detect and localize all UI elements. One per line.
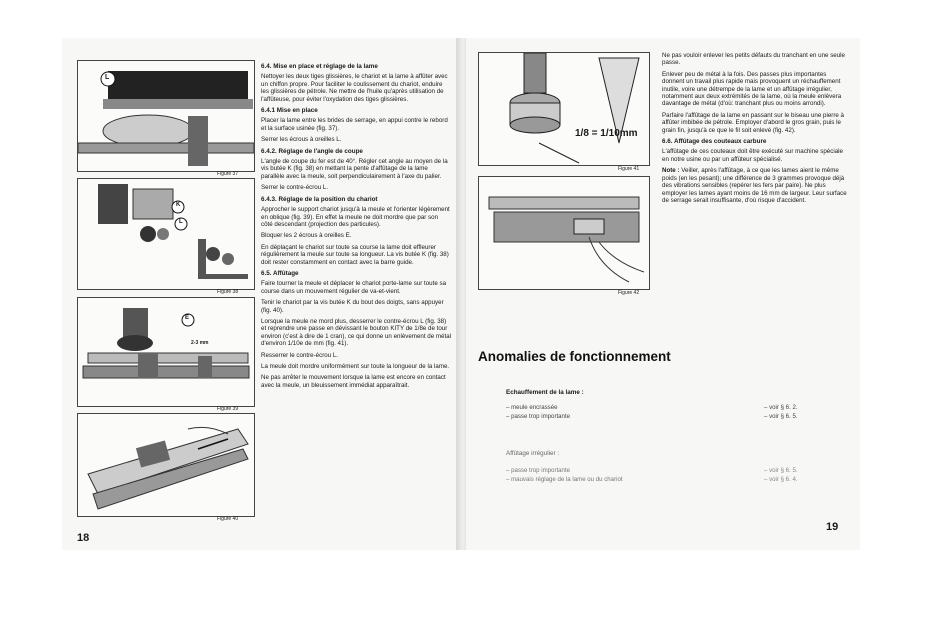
intro-paragraph-3: Parfaire l'affûtage de la lame en passant sur le biseau une pierre à affûter imbibée de pétrole. Employer d'abord le gros grain, puis le grain fin, jusqu'à ce que le fil soit enlevé (fig. 42). (662, 111, 844, 134)
section-6-4-3-paragraph-1: Approcher le support chariot jusqu'à la meule et l'orienter légèrement en oblique (fig. 39). En effet la meule ne doit mordre que par son côté descendant (projection des particules). (261, 206, 450, 228)
right-text-column (662, 52, 848, 208)
section-6-5-paragraph-2: Tenir le chariot par la vis butée K du bout des doigts, sans appuyer (fig. 40). (261, 299, 444, 314)
section-6-6-note (662, 167, 848, 204)
figure-42 (478, 176, 650, 290)
section-6-6-paragraph: L'affûtage de ces couteaux doit être exécuté sur machine spéciale en notre usine ou par un affûteur spécialisé. (662, 148, 843, 163)
section-6-5-paragraph-5: La meule doit mordre uniformément sur toute la longueur de la lame. (261, 363, 450, 370)
figure-39-caption: Figure 39 (217, 406, 239, 412)
figure-37-caption: Figure 37 (217, 171, 239, 177)
figure-40 (77, 413, 255, 517)
figure-41-annotation: 1/8 = 1/10mm (575, 128, 638, 139)
section-6-4-2-paragraph-1: L'angle de coupe du fer est de 40°. Régler cet angle au moyen de la vis butée K (fig. 38) en mettant la pente d'affûtage de la lame parallèle avec la meule, soit perpendiculairement à l'axe du palier. (261, 158, 448, 180)
intro-paragraph-1: Ne pas vouloir enlever les petits défauts du tranchant en une seule passe. (662, 52, 845, 67)
figure-37 (77, 60, 255, 172)
figure-38-caption: Figure 38 (217, 289, 239, 295)
intro-paragraph-2: Enlever peu de métal à la fois. Des passes plus importantes donnent un travail plus rapide mais provoquent un réchauffement inutile, voire une détrempe de la lame et un affûtage irrégulier, notamment aux deux extrémités de la lame, où la meule enlèvera davantage de métal (d'où: tranchant plus ou moins arrondi). (662, 70, 842, 108)
figure-38 (77, 178, 255, 290)
figure-39-gap-label: 2-3 mm (191, 340, 209, 346)
left-page-number: 18 (77, 532, 90, 544)
section-6-4-3-paragraph-2: Bloquer les 2 écrous à oreilles E. (261, 232, 352, 240)
section-6-6-heading: 6.6. Affûtage des couteaux carbure (662, 138, 767, 146)
figure-40-caption: Figure 40 (217, 516, 239, 522)
section-6-4-heading: 6.4. Mise en place et réglage de la lame (261, 63, 378, 70)
anomaly-group-2-ref-2: – voir § 6. 4. (764, 476, 798, 483)
section-6-5-paragraph-6: Ne pas arrêter le mouvement lorsque la lame est encore en contact avec la meule, un bleuissement immédiat apparaîtrait. (261, 374, 446, 389)
section-6-5-paragraph-4: Resserrer le contre-écrou L. (261, 351, 339, 359)
anomaly-group-2-ref-1: – voir § 6. 5. (764, 467, 798, 474)
section-6-4-3-paragraph-3: En déplaçant le chariot sur toute sa course la lame doit effleurer régulièrement la meule sur toute sa longueur. La vis butée K (fig. 38) doit rester constamment en contact avec la barre guide. (261, 243, 449, 266)
section-6-4-1-paragraph-1: Placer la lame entre les brides de serrage, en appui contre le rebord et la surface usinée (fig. 37). (261, 117, 448, 132)
anomaly-group-2-heading: Affûtage irrégulier : (506, 450, 560, 457)
section-6-5-paragraph-3: Lorsque la meule ne mord plus, desserrer le contre-écrou L (fig. 38) et reprendre une passe en dévissant le bouton KITY de 1/8e de tour environ (c'est à dire de 1 cran), ce qui donne un enlèvement de métal d'environ 1/10e de mm (fig. 41). (261, 317, 452, 348)
anomaly-group-1-ref-2: – voir § 6. 5. (764, 413, 798, 420)
figure-42-drawing (479, 177, 649, 289)
figure-41 (478, 52, 650, 166)
right-page-number: 19 (826, 521, 839, 533)
anomaly-group-2-cause-2: – mauvais réglage de la lame ou du chariot (506, 476, 623, 483)
figure-39-drawing (78, 298, 254, 406)
figure-38-label-K: K (176, 202, 181, 208)
anomaly-group-1-cause-1: – meule encrassée (506, 404, 558, 411)
section-6-4-3-heading: 6.4.3. Réglage de la position du chariot (261, 195, 378, 203)
figure-39 (77, 297, 255, 407)
figure-41-drawing (479, 53, 649, 165)
anomaly-group-1-ref-1: – voir § 6. 2. (764, 404, 798, 411)
section-6-4-paragraph: Nettoyer les deux tiges glissières, le chariot et la lame à affûter avec un chiffon propre. Pour faciliter le coulissement du chariot, enduire les glissières de pétrole. Ne mettre de l'huile qu'après utilisation de l'affûteuse, pour éviter l'oxydation des tiges glissières. (261, 73, 448, 103)
section-6-4-2-heading: 6.4.2. Réglage de l'angle de coupe (261, 147, 363, 155)
figure-42-caption: Figure 42 (618, 290, 640, 296)
anomaly-group-2-cause-1: – passe trop importante (506, 467, 571, 474)
section-6-4-1-paragraph-2: Serrer les écrous à oreilles L. (261, 136, 342, 144)
figure-38-drawing (78, 179, 254, 289)
section-6-4-1-heading: 6.4.1 Mise en place (261, 107, 318, 115)
anomaly-group-1-cause-2: – passe trop importante (506, 413, 571, 420)
section-6-4-2-paragraph-2: Serrer le contre-écrou L. (261, 184, 329, 192)
section-6-5-heading: 6.5. Affûtage (261, 269, 299, 277)
note-label: Note : (662, 167, 680, 175)
left-text-column (261, 60, 451, 393)
figure-40-drawing (78, 414, 254, 516)
figure-38-label-L: L (179, 219, 183, 225)
figure-39-label-E: E (185, 315, 190, 321)
figure-37-label-L: L (105, 74, 110, 81)
note-text: Veiller, après l'affûtage, à ce que les lames aient le même poids (en les pesant); une différence de 3 grammes provoque déjà des vibrations sensibles (repérer les fers par paire). Ne plus employer les lames ayant moins de 16 mm de largeur. Leur surface de serrage serait insuffisante, d'où risque d'accident. (662, 167, 847, 204)
figure-41-caption: Figure 41 (618, 166, 640, 172)
anomaly-group-1-heading: Echauffement de la lame : (506, 389, 584, 396)
anomalies-title: Anomalies de fonctionnement (478, 349, 671, 364)
section-6-5-paragraph-1: Faire tourner la meule et déplacer le chariot porte-lame sur toute sa course dans un mouvement régulier de va-et-vient. (261, 280, 447, 295)
